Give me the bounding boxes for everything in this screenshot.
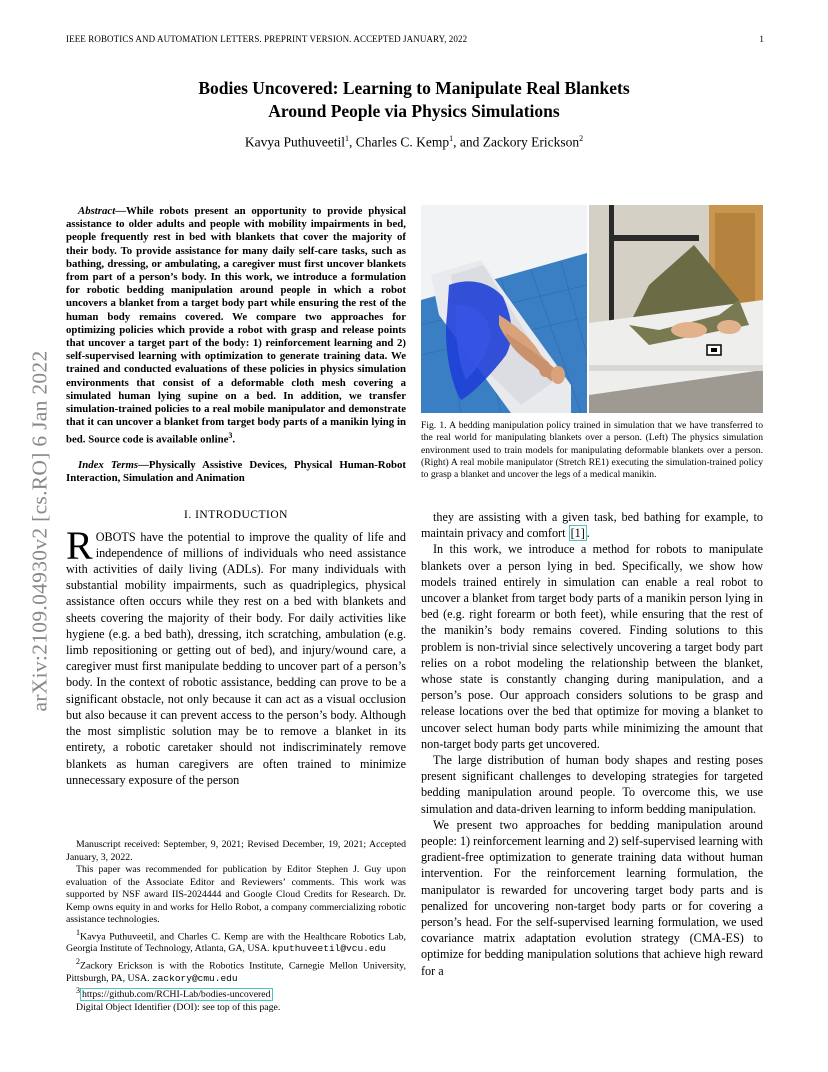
simulation-image	[421, 205, 587, 413]
right-paragraph-4: We present two approaches for bedding manipulation around people: 1) reinforcement learning and 2) self-supervised learning with gradient-free optimization to generate training data without human intervention. For the reinforcement learning formulation, the manipulator is rewarded for uncovering target body parts and is penalized for uncovering non-target body parts or for covering a person’s head. For the self-supervised learning formulation, we used covariance matrix adaptation evolution strategy (CMA-ES) to optimize for bedding manipulation solutions that achieve high reward for a	[421, 817, 763, 978]
footnote-affil-2-mark: 2	[76, 956, 80, 966]
right-paragraph-1-end: .	[586, 526, 590, 541]
right-paragraph-1	[421, 509, 763, 541]
footnotes	[66, 839, 406, 1014]
right-column-body	[421, 509, 763, 979]
footnote-affil-1	[66, 927, 406, 956]
intro-lead: OBOTS	[95, 529, 136, 544]
abstract-footnote-ref: 3	[228, 431, 233, 441]
footnote-affil-1-text: Kavya Puthuveetil, and Charles C. Kemp are with the Healthcare Robotics Lab, Georgia Institute of Technology, Atlanta, GA, USA.	[66, 930, 406, 955]
author-2-affil: 1	[449, 134, 454, 143]
index-terms	[66, 459, 406, 485]
footnote-doi: Digital Object Identifier (DOI): see top of this page.	[76, 1001, 281, 1013]
intro-text: have the potential to improve the quality of life and independence of millions of individuals who need assistance with activities of daily living (ADLs). For many individuals with substantial mobility impairments, such as quadriplegics, physical assistance often occurs while they rest on a bed with blankets and sheets covering the majority of their body. For daily activities like hygiene (e.g. a bed bath), dressing, itch scratching, ambulation (e.g. limb repositioning or getting out of bed), and injury/wound care, a caregiver must first manipulate bedding to uncover part of a person’s body. In the context of robotic assistance, bedding can prove to be a significant obstacle, not only because it can act as a visual occlusion but also because it can prevent access to the person’s body. Although the most simplistic solution may be to remove a blanket in its entirety, a robotic caretaker should not indiscriminately remove blankets as human caregivers are often trained to minimize unnecessary exposure of the person	[66, 529, 406, 787]
index-terms-label: Index Terms	[78, 459, 139, 472]
email-zackory[interactable]: zackory@cmu.edu	[152, 972, 238, 984]
citation-1-link[interactable]: [1]	[570, 526, 585, 541]
footnote-affil-2-text: Zackory Erickson is with the Robotics Institute, Carnegie Mellon University, Pittsburgh, PA, USA.	[66, 960, 406, 984]
footnote-source	[66, 985, 406, 1002]
intro-paragraph	[66, 522, 406, 788]
right-paragraph-3: The large distribution of human body shapes and resting poses present significant challenges to developing strategies for targeted bedding manipulation around people. To overcome this, we use simulation and data-driven learning to inform bedding manipulation.	[421, 753, 763, 816]
abstract	[66, 205, 406, 447]
footnote-manuscript: Manuscript received: September, 9, 2021; Revised December, 19, 2021; Accepted January, 3, 2022.	[66, 839, 406, 863]
running-header: IEEE ROBOTICS AND AUTOMATION LETTERS. PREPRINT VERSION. ACCEPTED JANUARY, 2022	[66, 34, 468, 44]
source-code-link[interactable]: https://github.com/RCHI-Lab/bodies-uncovered	[82, 989, 271, 1001]
figure-1-caption: Fig. 1. A bedding manipulation policy trained in simulation that we have transferred to the real world for manipulating blankets over a person. (Left) The physics simulation environment used to train models for manipulating deformable blankets over a person. (Right) A real mobile manipulator (Stretch RE1) executing the simulation-trained policy to grasp a blanket and uncover the legs of a medical manikin.	[421, 420, 763, 481]
section-heading-introduction: I. INTRODUCTION	[184, 508, 288, 521]
title-line-1: Bodies Uncovered: Learning to Manipulate Real Blankets	[198, 78, 630, 98]
author-1: Kavya Puthuveetil	[244, 134, 345, 150]
figure-1	[421, 205, 763, 413]
paper-title	[100, 77, 728, 123]
author-2: , Charles C. Kemp	[349, 134, 450, 150]
footnote-source-mark: 3	[76, 986, 80, 996]
right-paragraph-1-text: they are assisting with a given task, bed bathing for example, to maintain privacy and comfort	[421, 510, 763, 541]
title-line-2: Around People via Physics Simulations	[268, 101, 560, 121]
arxiv-sidebar	[20, 296, 60, 766]
footnote-affil-2	[66, 956, 406, 985]
abstract-text: —While robots present an opportunity to provide physical assistance to older adults and people with mobility impairments in bed, people frequently rest in bed with blankets that cover the majority of their body. To provide assistance for many daily self-care tasks, such as bathing, dressing, or ambulating, a caregiver must first uncover blankets from part of a person’s body. In this work, we introduce a formulation for robotic bedding manipulation around people in which a robot uncovers a blanket from a target body part while ensuring the rest of the human body remains covered. We compare two approaches for optimizing policies which provide a robot with grasp and release points that uncover a target part of the body: 1) reinforcement learning and 2) self-supervised learning with optimization to generate training data. We trained and conducted evaluations of these policies in physics simulation environments that consist of a deformable cloth mesh covering a simulated human lying supine on a bed. In addition, we transfer simulation-trained policies to a real mobile manipulator and demonstrate that it can uncover a blanket from target body parts of a manikin lying in bed. Source code is available online	[66, 205, 406, 447]
footnote-affil-1-mark: 1	[76, 927, 80, 937]
drop-cap: R	[66, 522, 93, 568]
author-list	[100, 134, 728, 151]
abstract-label: Abstract	[78, 205, 116, 217]
real-robot-image	[589, 205, 763, 413]
author-3: , and Zackory Erickson	[453, 134, 580, 150]
author-1-affil: 1	[345, 134, 349, 143]
footnote-funding: This paper was recommended for publication by Editor Stephen J. Guy upon evaluation of the Associate Editor and Reviewers’ comments. This work was supported by NSF award IIS-2024444 and Google Cloud Credits for Research. Dr. Kemp owns equity in and works for Hello Robot, a company commercializing robotic assistance technologies.	[66, 864, 406, 925]
right-paragraph-2: In this work, we introduce a method for robots to manipulate blankets over a person lying in bed. Specifically, we show how models trained entirely in simulation can enable a real robot to uncover a blanket from target body parts of a manikin person lying in bed (e.g. right forearm or both feet), while ensuring that the rest of the manikin’s body remains covered. Finding solutions to this problem is non-trivial since selectively uncovering a target body part relies on a robot modeling the relationship between the blanket, whose state is constantly changing during manipulation, and a person’s pose. Our approach considers solutions to be grasp and release locations over the bed that optimize for moving a blanket to uncover select human body parts while minimizing the amount that non-target body parts get uncovered.	[421, 542, 763, 751]
left-column	[66, 205, 406, 788]
abstract-end: .	[232, 434, 236, 447]
robot-scene	[589, 205, 763, 413]
email-kputhuveetil[interactable]: kputhuveetil@vcu.edu	[271, 943, 386, 955]
index-terms-text: —Physically Assistive Devices, Physical Human-Robot Interaction, Simulation and Animation	[66, 459, 406, 485]
arxiv-identifier: arXiv:2109.04930v2 [cs.RO] 6 Jan 2022	[27, 350, 52, 712]
author-3-affil: 2	[579, 134, 584, 143]
simulation-scene	[421, 205, 587, 413]
page-number: 1	[759, 34, 764, 44]
